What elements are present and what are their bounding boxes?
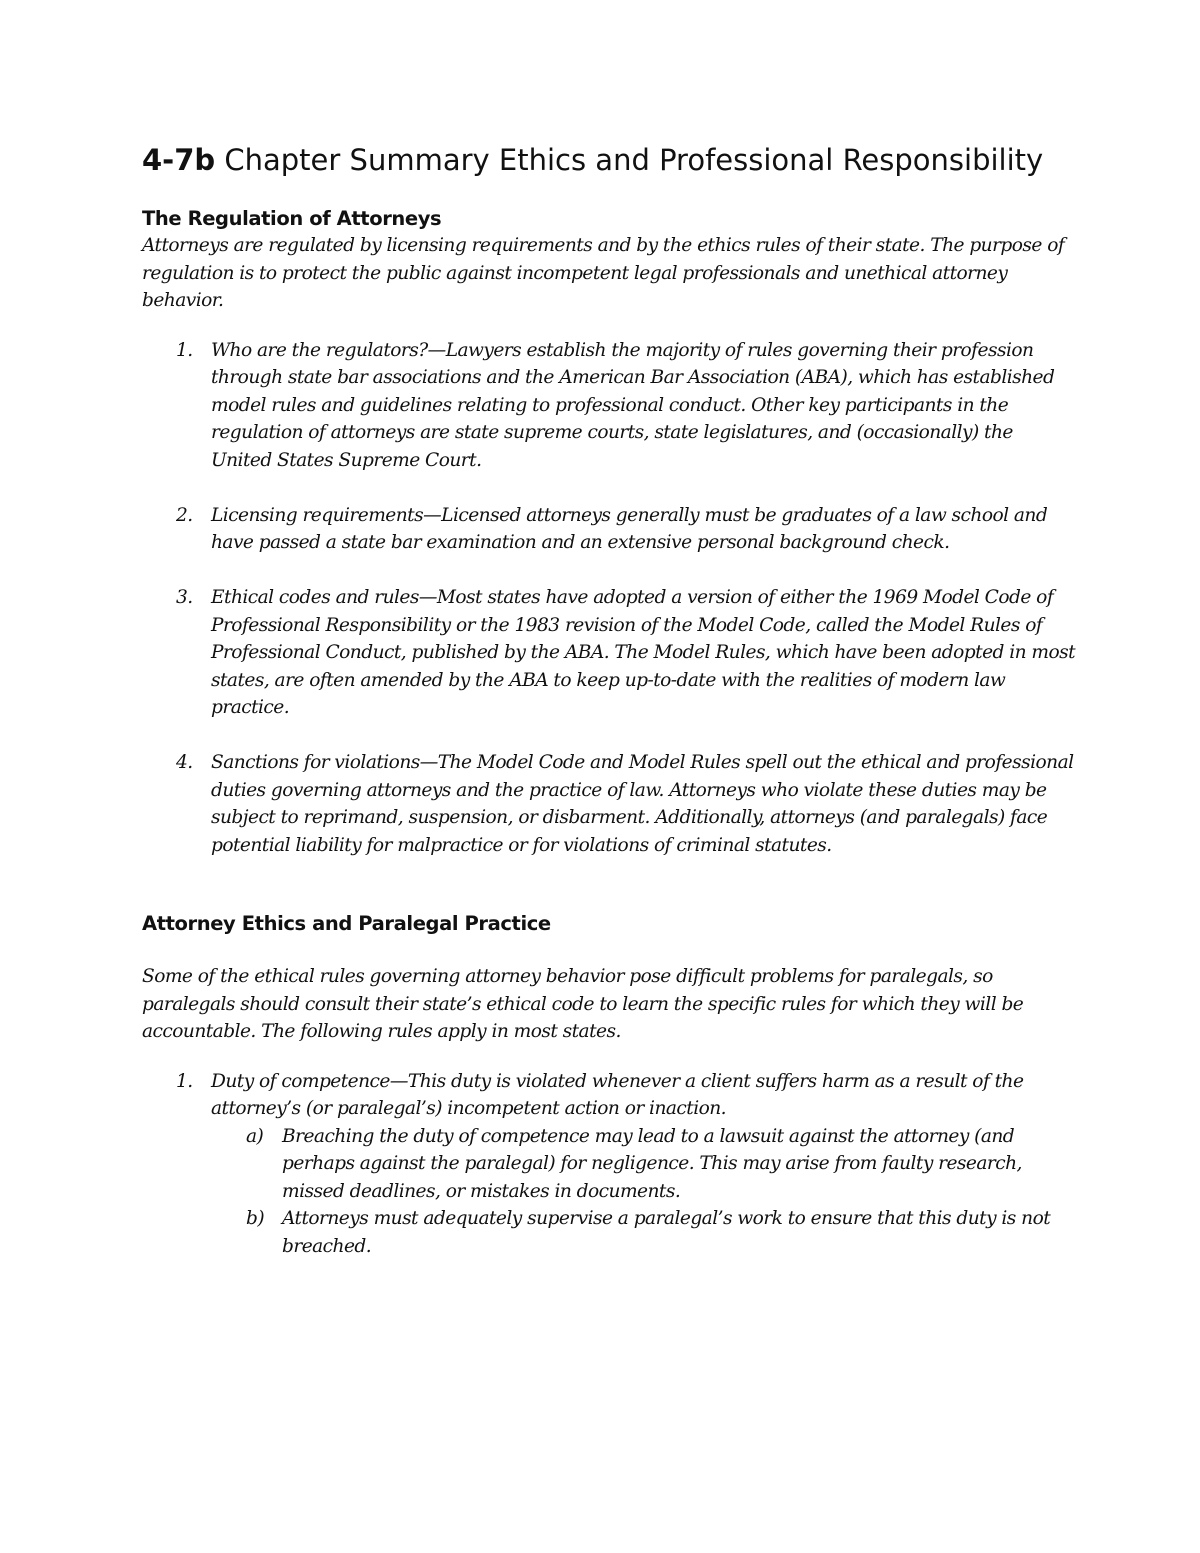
list-number: 2.	[176, 504, 193, 526]
list-item-text: Who are the regulators?—Lawyers establish the majority of rules governing their profession through state bar associations and the American Bar Association (ABA), which has established model rules and guidelines relating to professional conduct. Other key participants in the regulation of attorneys are state supreme courts, state legislatures, and (occasionally) the United States Supreme Court.	[211, 339, 1055, 471]
numbered-list	[142, 1068, 1077, 1261]
list-item-text: Duty of competence—This duty is violated whenever a client suffers harm as a result of the attorney’s (or paralegal’s) incompetent action or inaction.	[211, 1070, 1024, 1119]
sublist-letter: b)	[246, 1208, 265, 1229]
section-attorney-ethics-paralegal-practice	[142, 911, 1077, 1260]
page-title	[142, 140, 1077, 180]
document-page	[142, 140, 1077, 1288]
list-item	[142, 749, 1077, 859]
list-number: 4.	[176, 752, 193, 773]
sublist-item	[211, 1205, 1077, 1260]
list-number: 1.	[176, 1070, 193, 1092]
list-item	[142, 584, 1077, 722]
list-item	[142, 502, 1077, 557]
title-prefix: 4-7b	[142, 143, 216, 177]
list-number: 1.	[176, 339, 193, 361]
numbered-list	[142, 337, 1077, 860]
sublist-letter: a)	[246, 1125, 264, 1147]
list-item	[142, 1068, 1077, 1261]
list-item	[142, 337, 1077, 475]
list-item-text: Ethical codes and rules—Most states have adopted a version of either the 1969 Model Code of Professional Responsibility or the 1983 revision of the Model Code, called the Model Rules of Professional Conduct, published by the ABA. The Model Rules, which have been adopted in most states, are often amended by the ABA to keep up-to-date with the realities of modern law practice.	[211, 587, 1076, 718]
list-number: 3.	[176, 587, 193, 608]
section-heading: Attorney Ethics and Paralegal Practice	[142, 912, 551, 935]
section-heading: The Regulation of Attorneys	[142, 207, 442, 230]
lettered-sublist	[211, 1123, 1077, 1261]
sublist-item-text: Attorneys must adequately supervise a paralegal’s work to ensure that this duty is not breached.	[282, 1208, 1051, 1257]
sublist-item	[211, 1123, 1077, 1206]
section-intro: Some of the ethical rules governing attorney behavior pose difficult problems for paralegals, so paralegals should consult their state’s ethical code to learn the specific rules for which they will be accountable. The following rules apply in most states.	[142, 966, 1024, 1042]
section-intro: Attorneys are regulated by licensing requirements and by the ethics rules of their state. The purpose of regulation is to protect the public against incompetent legal professionals and unethical attorney behavior.	[142, 235, 1065, 311]
section-regulation-of-attorneys	[142, 206, 1077, 859]
sublist-item-text: Breaching the duty of competence may lead to a lawsuit against the attorney (and perhaps against the paralegal) for negligence. This may arise from faulty research, missed deadlines, or mistakes in documents.	[282, 1125, 1022, 1202]
title-text: Chapter Summary Ethics and Professional Responsibility	[215, 143, 1044, 177]
list-item-text: Licensing requirements—Licensed attorneys generally must be graduates of a law school and have passed a state bar examination and an extensive personal background check.	[211, 504, 1048, 553]
list-item-text: Sanctions for violations—The Model Code and Model Rules spell out the ethical and professional duties governing attorneys and the practice of law. Attorneys who violate these duties may be subject to reprimand, suspension, or disbarment. Additionally, attorneys (and paralegals) face potential liability for malpractice or for violations of criminal statutes.	[211, 752, 1074, 856]
